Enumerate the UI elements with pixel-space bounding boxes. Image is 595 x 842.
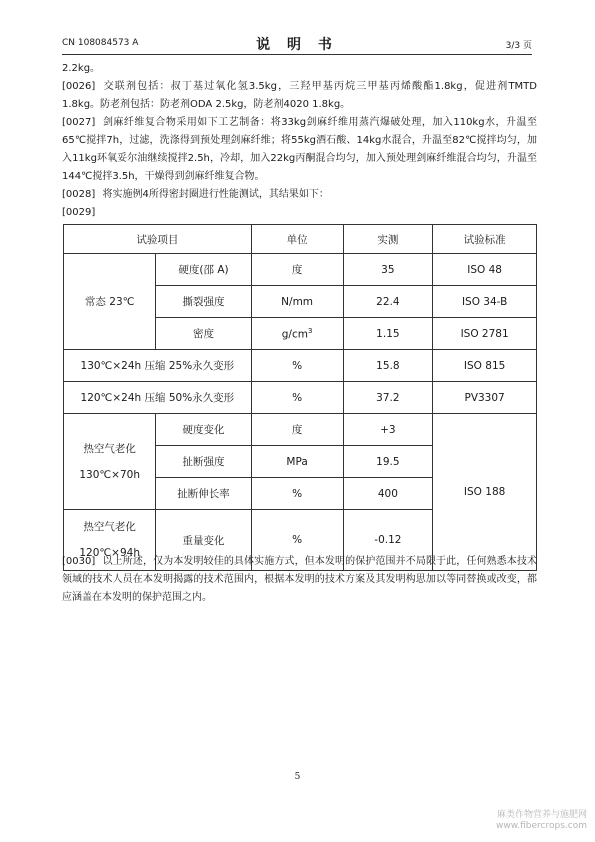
paragraph-tag: [0030] <box>62 556 96 567</box>
item-cell: 重量变化 <box>156 510 251 571</box>
item-cell: 120℃×24h 压缩 50%永久变形 <box>64 382 252 414</box>
paragraph-tag: [0026] <box>62 81 96 92</box>
unit-cell: 度 <box>251 254 343 286</box>
table-row <box>64 414 537 446</box>
standard-cell: ISO 48 <box>433 254 537 286</box>
unit-cell: % <box>251 510 343 571</box>
table-row <box>64 382 537 414</box>
group-normal: 常态 23℃ <box>64 254 156 350</box>
unit-cell: $g/cm^3$ <box>251 318 343 350</box>
group-aging-120: 热空气老化 120℃×94h <box>64 510 156 571</box>
page-number: 5 <box>294 772 301 782</box>
header-item: 试验项目 <box>64 225 252 254</box>
unit-cell: MPa <box>251 446 343 478</box>
paragraph-tag: [0027] <box>62 117 96 128</box>
paragraph-0029 <box>62 204 537 222</box>
standard-cell: ISO 815 <box>433 350 537 382</box>
item-cell: 130℃×24h 压缩 25%永久变形 <box>64 350 252 382</box>
paragraph-text: 剑麻纤维复合物采用如下工艺制备：将33kg剑麻纤维用蒸汽爆破处理，加入110kg水，升温至65℃搅拌7h，过滤，洗涤得到预处理剑麻纤维；将55kg酒石酸、14kg水混合，升温至82℃搅拌均匀，加入11kg环氧妥尔油继续搅拌2.5h，冷却，加入22kg丙酮混合均匀，加入预处理剑麻纤维混合均匀，升温至144℃搅拌3.5h，干燥得到剑麻纤维复合物。 <box>62 117 537 182</box>
paragraph-0026 <box>62 78 537 114</box>
header-rule <box>62 54 532 55</box>
paragraph-tag: [0029] <box>62 207 96 218</box>
standard-cell: ISO 2781 <box>433 318 537 350</box>
value-cell: 22.4 <box>343 286 433 318</box>
header-standard: 试验标准 <box>433 225 537 254</box>
unit-cell: 度 <box>251 414 343 446</box>
standard-cell-aging: ISO 188 <box>433 414 537 571</box>
value-cell: -0.12 <box>343 510 433 571</box>
item-cell: 扯断伸长率 <box>156 478 251 510</box>
unit-cell: % <box>251 478 343 510</box>
paragraph-0028 <box>62 186 537 204</box>
value-cell: 400 <box>343 478 433 510</box>
value-cell: 19.5 <box>343 446 433 478</box>
page-header <box>62 34 532 52</box>
paragraph-0027 <box>62 114 537 186</box>
closing-paragraph <box>62 553 537 607</box>
value-cell: 15.8 <box>343 350 433 382</box>
patent-number: CN 108084573 A <box>62 38 139 48</box>
table-row <box>64 350 537 382</box>
page-indicator: 3/3 页 <box>505 41 532 51</box>
paragraph-text: 交联剂包括：叔丁基过氧化氢3.5kg，三羟甲基丙烷三甲基丙烯酸酯1.8kg，促进剂TMTD 1.8kg。防老剂包括：防老剂ODA 2.5kg，防老剂4020 1.8kg。 <box>62 81 537 110</box>
description-body <box>62 60 537 222</box>
item-cell: 密度 <box>156 318 251 350</box>
item-cell: 撕裂强度 <box>156 286 251 318</box>
document-title: 说 明 书 <box>256 37 338 53</box>
item-cell: 硬度变化 <box>156 414 251 446</box>
item-cell: 硬度(邵 A) <box>156 254 251 286</box>
unit-cell: N/mm <box>251 286 343 318</box>
table-row <box>64 254 537 286</box>
paragraph-continued: 2.2kg。 <box>62 63 101 74</box>
site-watermark: 麻类作物营养与施肥网 www.fibercrops.com <box>496 810 587 831</box>
value-cell: 37.2 <box>343 382 433 414</box>
unit-cell: % <box>251 350 343 382</box>
test-results-table <box>63 224 537 571</box>
paragraph-tag: [0028] <box>62 189 96 200</box>
group-aging-130: 热空气老化 130℃×70h <box>64 414 156 510</box>
item-cell: 扯断强度 <box>156 446 251 478</box>
table-header-row <box>64 225 537 254</box>
standard-cell: PV3307 <box>433 382 537 414</box>
value-cell: +3 <box>343 414 433 446</box>
header-unit: 单位 <box>251 225 343 254</box>
value-cell: 35 <box>343 254 433 286</box>
header-measured: 实测 <box>343 225 433 254</box>
value-cell: 1.15 <box>343 318 433 350</box>
paragraph-text: 将实施例4所得密封圈进行性能测试，其结果如下： <box>102 189 329 200</box>
unit-cell: % <box>251 382 343 414</box>
standard-cell: ISO 34-B <box>433 286 537 318</box>
paragraph-text: 以上所述，仅为本发明较佳的具体实施方式，但本发明的保护范围并不局限于此，任何熟悉本技术领域的技术人员在本发明揭露的技术范围内，根据本发明的技术方案及其发明构思加以等同替换或改变，都应涵盖在本发明的保护范围之内。 <box>62 556 538 603</box>
